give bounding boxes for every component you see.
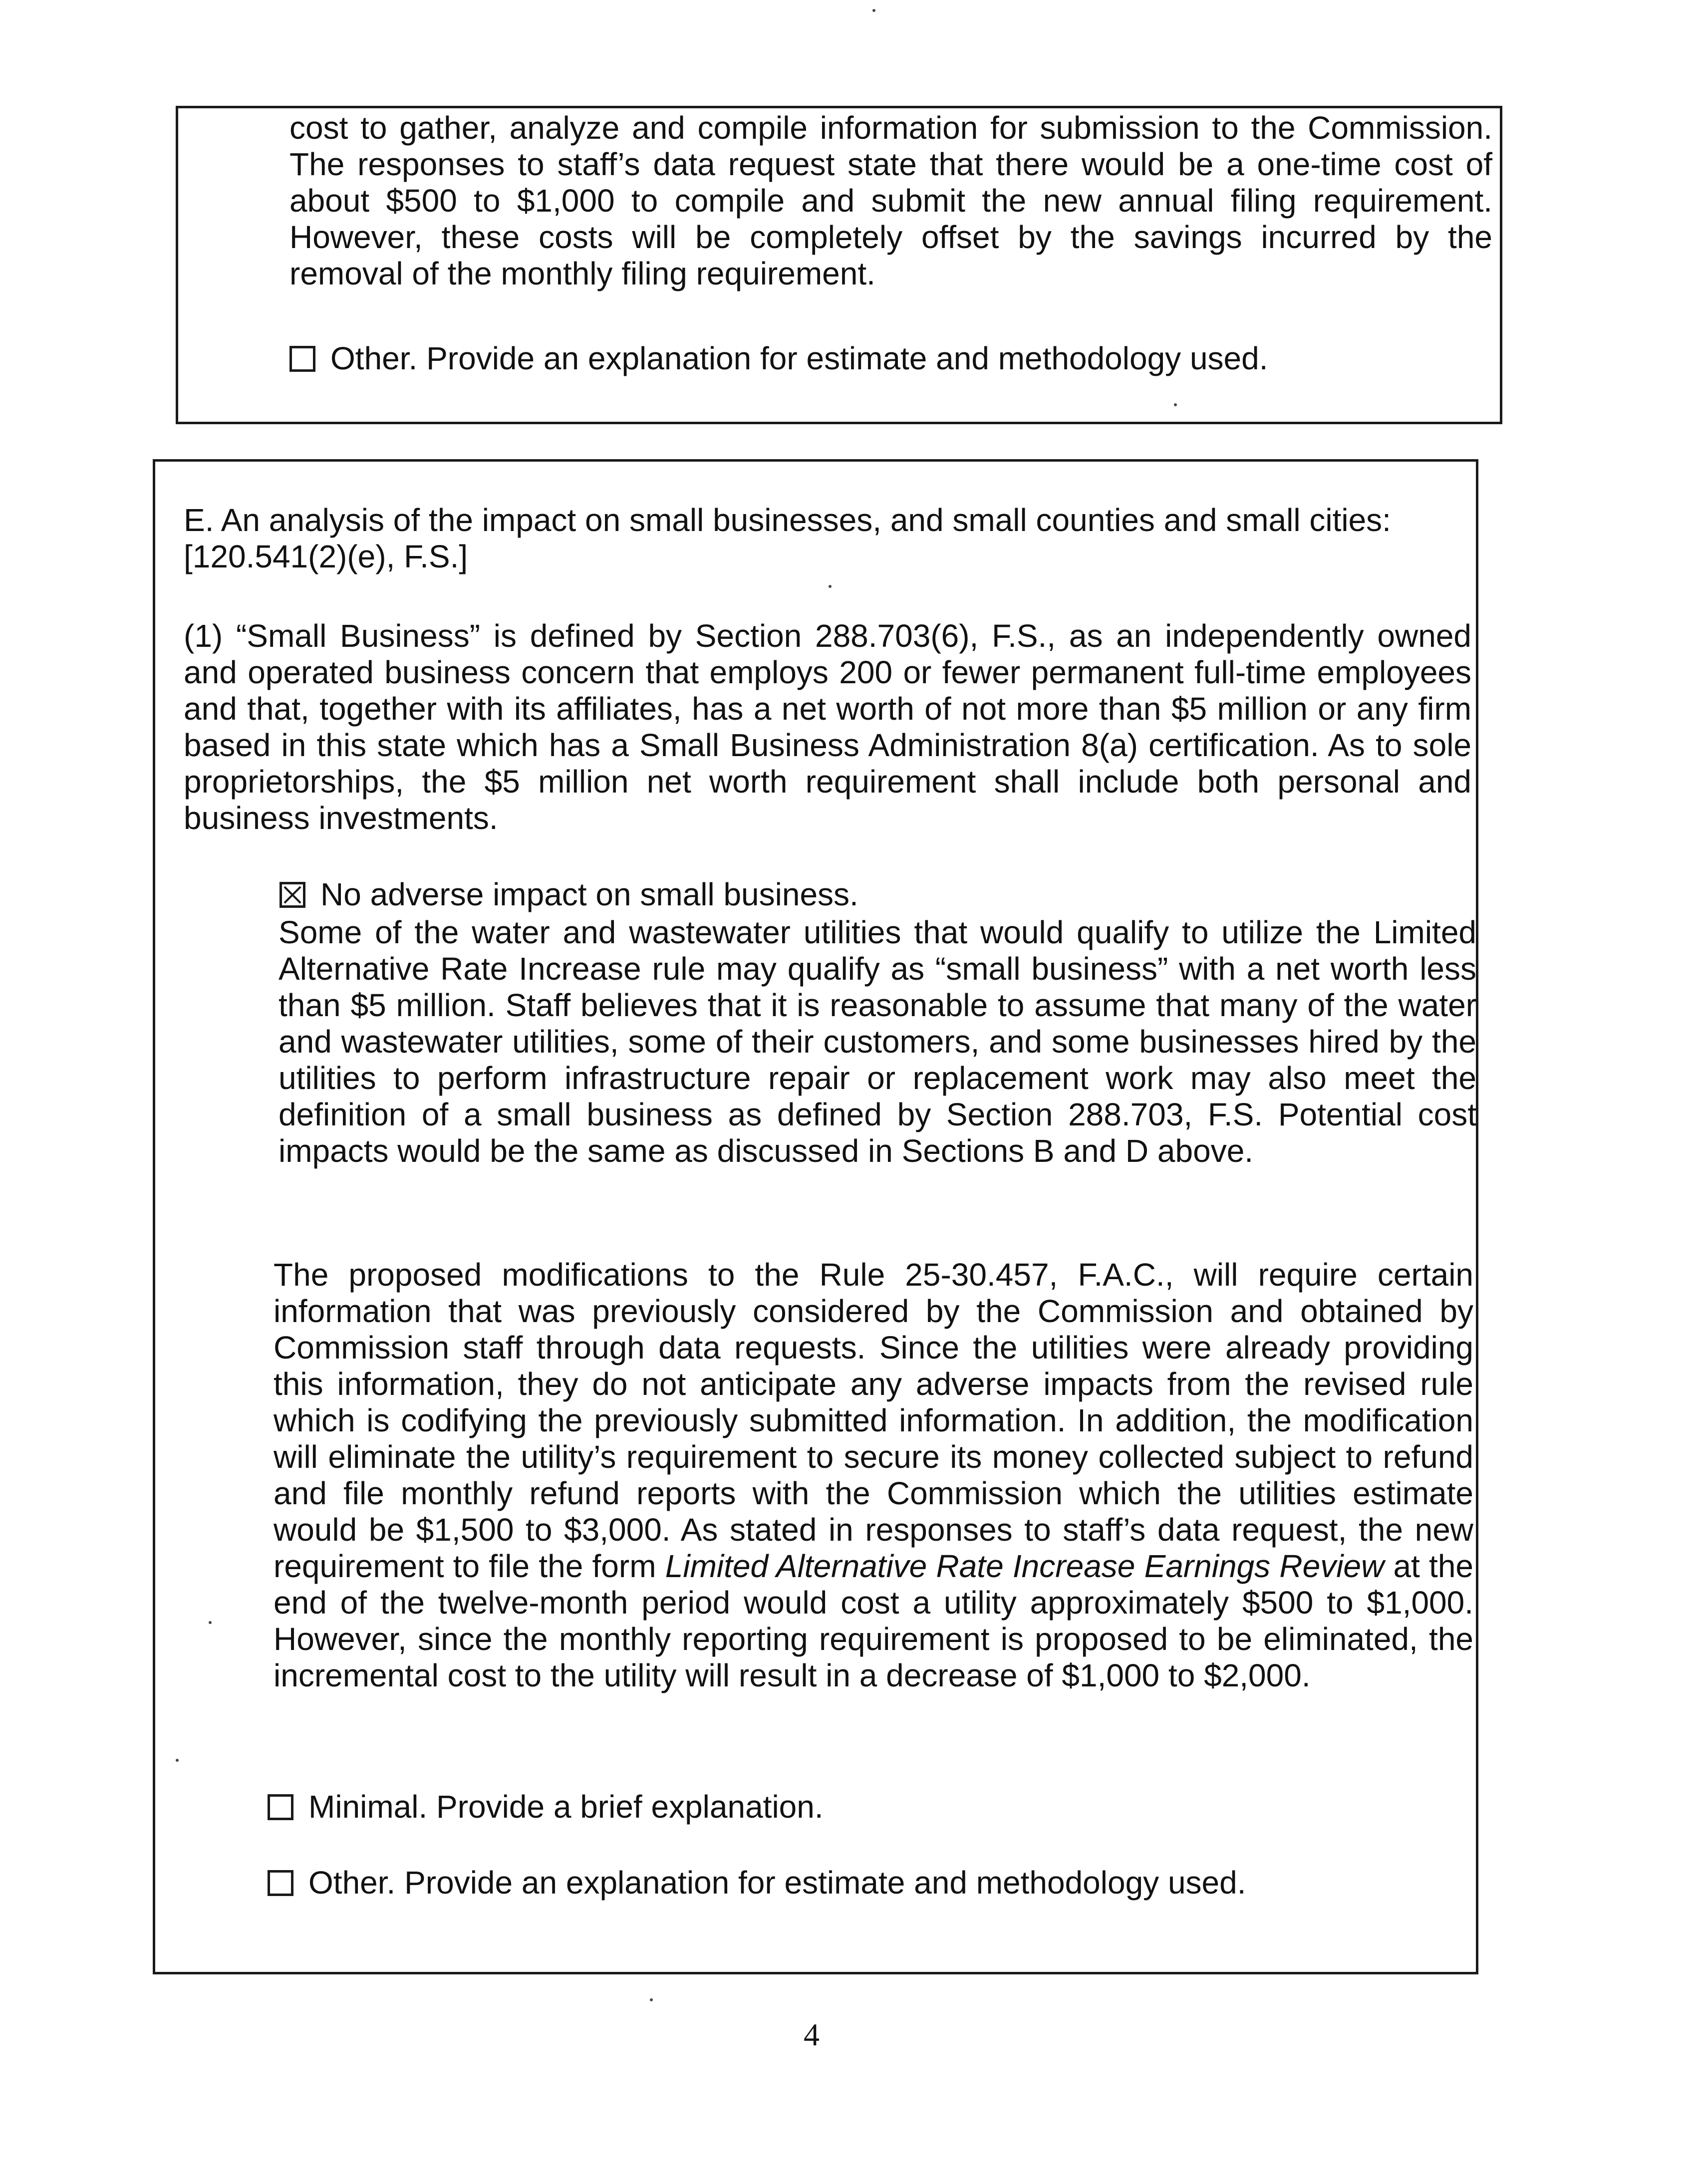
section-d-other-option xyxy=(289,340,1268,377)
other-option-label: Other. Provide an explanation for estimate and methodology used. xyxy=(330,340,1268,376)
page-number: 4 xyxy=(804,2017,820,2052)
no-adverse-impact-label: No adverse impact on small business. xyxy=(320,876,858,912)
minimal-option-label: Minimal. Provide a brief explanation. xyxy=(308,1789,824,1825)
form-name: Limited Alternative Rate Increase Earnings Review xyxy=(665,1548,1385,1584)
scan-speck xyxy=(872,9,875,12)
section-e-heading: E. An analysis of the impact on small businesses, and small counties and small cities: [120.541(2)(e), F.S.] xyxy=(184,502,1391,574)
check-x-icon xyxy=(282,884,303,905)
rule-modification-explanation xyxy=(274,1257,1473,1694)
scan-speck xyxy=(829,585,832,588)
section-d-paragraph: cost to gather, analyze and compile information for submission to the Commission. The responses to staff’s data request state that there would be a one-time cost of about $500 to $1,000 to compile and submit the new annual filing requirement. However, these costs will be completely offset by the savings incurred by the removal of the monthly filing requirement. xyxy=(289,110,1492,291)
other-checkbox[interactable] xyxy=(289,346,315,372)
small-business-definition: (1) “Small Business” is defined by Section 288.703(6), F.S., as an independently owned and operated business concern that employs 200 or fewer permanent full-time employees and that, together with its affiliates, has a net worth of not more than $5 million or any firm based in this state which has a Small Business Administration 8(a) certification. As to sole proprietorships, the $5 million net worth requirement shall include both personal and business investments. xyxy=(184,618,1471,836)
scan-speck xyxy=(176,1759,179,1762)
other-option-label: Other. Provide an explanation for estimate and methodology used. xyxy=(308,1865,1246,1901)
no-adverse-impact-option xyxy=(280,876,858,913)
explanation-text-part1: The proposed modifications to the Rule 25-30.457, F.A.C., will require certain information that was previously considered by the Commission and obtained by Commission staff through data requests. Since the utilities were already providing this information, they do not anticipate any adverse impacts from the revised rule which is codifying the previously submitted information. In addition, the modification will eliminate the utility’s requirement to secure its money collected subject to refund and file monthly refund reports with the Commission which the utilities estimate would be $1,500 to $3,000. As stated in responses to staff’s data request, the new requirement to file the form xyxy=(274,1257,1473,1584)
small-business-explanation: Some of the water and wastewater utilities that would qualify to utilize the Limited Alternative Rate Increase rule may qualify as “small business” with a net worth less than $5 million. Staff believes that it is reasonable to assume that many of the water and wastewater utilities, some of their customers, and some businesses hired by the utilities to perform infrastructure repair or replacement work may also meet the definition of a small business as defined by Section 288.703, F.S. Potential cost impacts would be the same as discussed in Sections B and D above. xyxy=(279,914,1476,1169)
minimal-option xyxy=(268,1789,824,1825)
scan-speck xyxy=(209,1621,212,1624)
no-adverse-impact-checkbox[interactable] xyxy=(280,882,305,908)
section-e-other-option xyxy=(268,1865,1246,1901)
other-checkbox[interactable] xyxy=(268,1870,293,1896)
scan-speck xyxy=(1174,403,1177,406)
scan-speck xyxy=(650,1998,653,2001)
minimal-checkbox[interactable] xyxy=(268,1794,293,1820)
explanation-text-part2: at the end of the twelve-month period would cost a utility approximately $500 to $1,000. However, since the monthly reporting requirement is proposed to be eliminated, the incremental cost to the utility will result in a decrease of $1,000 to $2,000. xyxy=(274,1548,1474,1693)
